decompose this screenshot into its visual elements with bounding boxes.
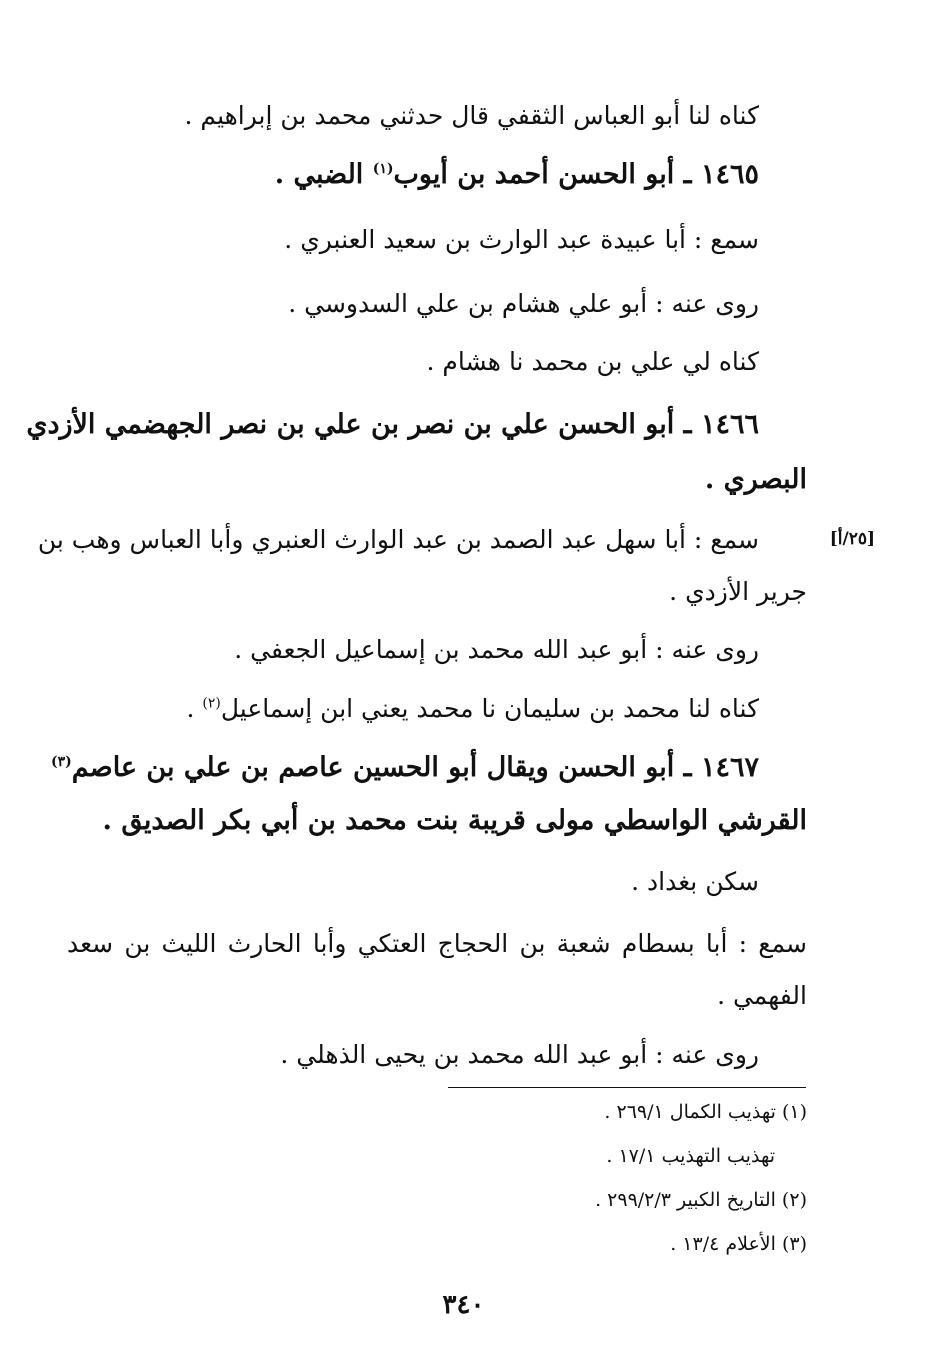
footnote: (٣) الأعلام ١٣/٤ . (670, 1233, 807, 1255)
footnote-marker: (٣) (51, 754, 72, 770)
text-line: سمع : أبا سهل عبد الصمد بن عبد الوارث العنبري وأبا العباس وهب بن (37, 525, 759, 554)
footnote-separator (448, 1087, 806, 1088)
text-span: كناه لنا محمد بن سليمان نا محمد يعني ابن إسماعيل (220, 694, 759, 723)
text-line (159, 689, 759, 729)
entry-heading-1466: ١٤٦٦ ـ أبو الحسن علي بن نصر بن علي بن نصر الجهضمي الأزدي (26, 409, 759, 440)
entry-heading-1467-cont: القرشي الواسطي مولى قريبة بنت محمد بن أبي بكر الصديق . (102, 805, 807, 836)
entry-heading-1467 (51, 748, 759, 788)
text-line: كناه لي علي بن محمد نا هشام . (426, 347, 759, 376)
text-line: سكن بغداد . (631, 867, 759, 896)
page-number: ٣٤٠ (442, 1290, 485, 1320)
entry-heading-1465 (159, 155, 759, 195)
footnote-marker: (٢) (202, 695, 221, 712)
text-line: روى عنه : أبو عبد الله محمد بن يحيى الذهلي . (280, 1040, 759, 1069)
text-line: روى عنه : أبو عبد الله محمد بن إسماعيل الجعفي . (234, 635, 759, 664)
text-line: روى عنه : أبو علي هشام بن علي السدوسي . (288, 289, 759, 318)
text-line: سمع : أبا بسطام شعبة بن الحجاج العتكي وأبا الحارث الليث بن سعد (67, 929, 807, 958)
entry-heading-text: ١٤٦٧ ـ أبو الحسن ويقال أبو الحسين عاصم بن علي بن عاصم (71, 752, 759, 783)
footnote: (١) تهذيب الكمال ٢٦٩/١ . (604, 1101, 807, 1123)
text-line: الفهمي . (717, 981, 807, 1010)
text-line: جرير الأزدي . (669, 577, 807, 606)
entry-heading-text: الضبي . (274, 159, 373, 190)
manuscript-folio-note: [٢٥/أ] (829, 529, 875, 549)
text-span: . (186, 694, 203, 723)
footnote: تهذيب التهذيب ١٧/١ . (606, 1145, 775, 1167)
footnote: (٢) التاريخ الكبير ٢٩٩/٢/٣ . (595, 1189, 807, 1211)
text-line: سمع : أبا عبيدة عبد الوارث بن سعيد العنبري . (284, 225, 759, 254)
footnote-marker: (١) (372, 161, 394, 177)
entry-heading-text: ١٤٦٥ ـ أبو الحسن أحمد بن أيوب (393, 159, 759, 190)
entry-heading-1466-cont: البصري . (704, 464, 807, 495)
text-line: كناه لنا أبو العباس الثقفي قال حدثني محمد بن إبراهيم . (184, 101, 759, 130)
